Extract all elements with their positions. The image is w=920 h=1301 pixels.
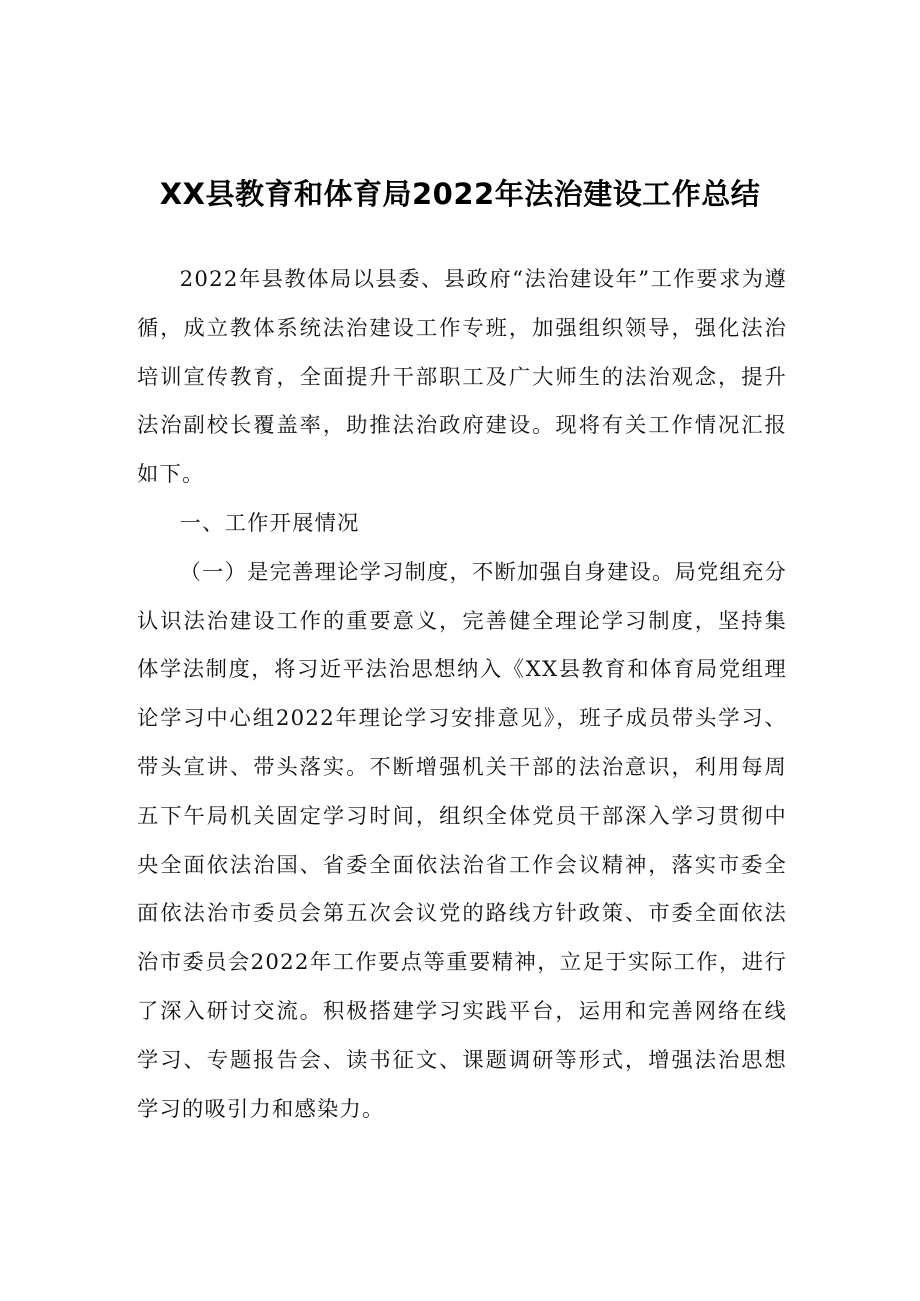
document-body [137, 256, 787, 1134]
intro-paragraph: 2022年县教体局以县委、县政府“法治建设年”工作要求为遵循，成立教体系统法治建设工作专班，加强组织领导，强化法治培训宣传教育，全面提升干部职工及广大师生的法治观念，提升法治副校长覆盖率，助推法治政府建设。现将有关工作情况汇报如下。 [137, 267, 787, 488]
section-paragraph: （一）是完善理论学习制度，不断加强自身建设。局党组充分认识法治建设工作的重要意义，完善健全理论学习制度，坚持集体学法制度，将习近平法治思想纳入《XX县教育和体育局党组理论学习中心组2022年理论学习安排意见》，班子成员带头学习、带头宣讲、带头落实。不断增强机关干部的法治意识，利用每周五下午局机关固定学习时间，组织全体党员干部深入学习贯彻中央全面依法治国、省委全面依法治省工作会议精神，落实市委全面依法治市委员会第五次会议党的路线方针政策、市委全面依法治市委员会2022年工作要点等重要精神，立足于实际工作，进行了深入研讨交流。积极搭建学习实践平台，运用和完善网络在线学习、专题报告会、读书征文、课题调研等形式，增强法治思想学习的吸引力和感染力。 [137, 559, 788, 1122]
document-title: XX县教育和体育局2022年法治建设工作总结 [159, 177, 761, 211]
section-heading: 一、工作开展情况 [179, 510, 360, 536]
